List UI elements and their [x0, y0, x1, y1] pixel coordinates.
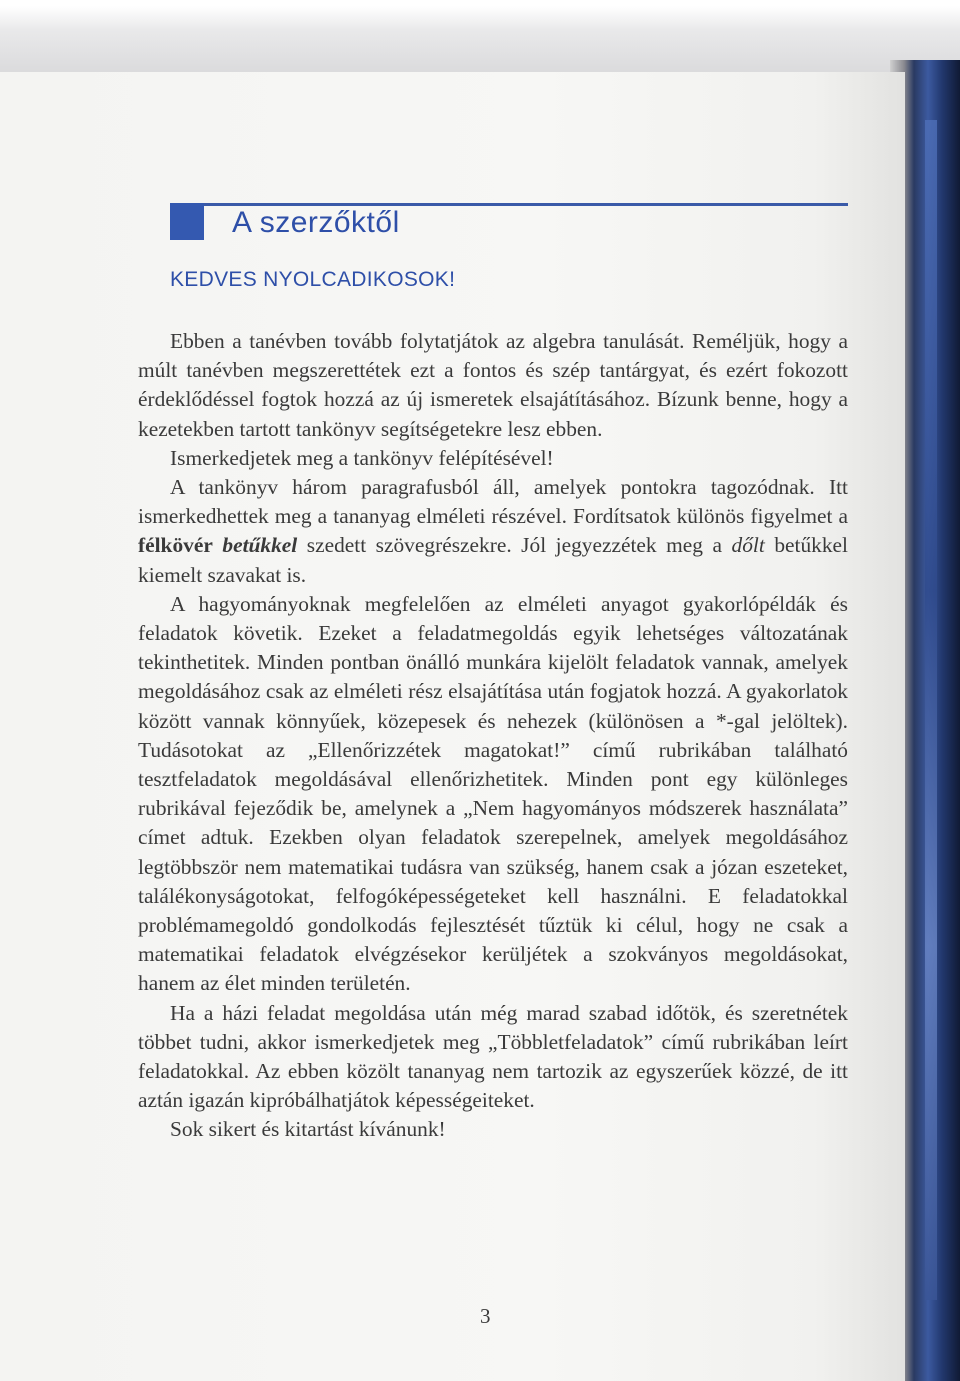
text-run: betűkkel kiemelt szavakat is.: [138, 533, 848, 587]
bold-italic-word: betűkkel: [222, 533, 298, 558]
paragraph-intro: Ebben a tanévben tovább folytatjátok az algebra tanulását. Reméljük, hogy a múlt tanévben megszerettétek ezt a fontos és szép tantárgyat, és ezért fokozott érdeklődéssel fogtok hozzá az új ismeretek elsajátításához. Bízunk benne, hogy a kezetekben tartott tankönyv segítségetekre lesz ebben.: [138, 329, 848, 441]
text-run: A tankönyv három paragrafusból áll, amelyek pontokra tagozódnak. Itt ismerkedhettek meg a tananyag elméleti részével. Fordítsatok különös figyelmet a: [138, 475, 848, 529]
book-cover-stripe: [925, 120, 937, 1300]
paragraph-structure-call: Ismerkedjetek meg a tankönyv felépítésével!: [170, 445, 554, 470]
paragraph-exercises: A hagyományoknak megfelelően az elméleti anyagot gyakorlópéldák és feladatok követik. Ezeket a feladatmegoldás egyik lehetséges változatának tekinthetitek. Minden pontban önálló munkára kijelölt feladatok vannak, amelyek megoldásához csak az elméleti rész elsajátítása után fogjatok hozzá. A gyakorlatok között vannak könnyűek, közepesek és nehezek (különösen a *-gal jelöltek). Tudásotokat az „Ellenőrizzétek magatokat!” című rubrikában található tesztfeladatok megoldásával ellenőrizhetitek. Minden pont egy különleges rubrikával fejeződik be, amelynek a „Nem hagyományos módszerek használata” címet adtuk. Ezekben olyan feladatok szerepelnek, amelyek megoldásához legtöbbször nem matematikai tudásra van szükség, hanem csak a józan eszeteket, találékonyságotokat, felfogóképességeteket kell használni. E feladatokkal problémamegoldó gondolkodás fejlesztését tűztük ki célul, hogy ne csak a matematikai feladatok elvégzésekor kerüljétek a szokványos megoldásokat, hanem az élet minden területén.: [138, 591, 848, 996]
paragraph-extra-tasks: Ha a házi feladat megoldása után még marad szabad időtök, és szeretnétek többet tudni, akkor ismerkedjetek meg „Többletfeladatok” című rubrikában leírt feladatokkal. Az ebben közölt tananyag nem tartozik az egyszerűek közzé, de itt aztán igazán kipróbálhatjátok képességeiteket.: [138, 1000, 848, 1113]
paragraph-book-structure: [138, 473, 848, 590]
page-title: A szerzőktől: [232, 206, 400, 239]
salutation: KEDVES NYOLCADIKOSOK!: [170, 268, 456, 291]
paragraph-closing: Sok sikert és kitartást kívánunk!: [170, 1117, 446, 1142]
text-run: szedett szövegrészekre. Jól jegyezzétek meg a: [297, 533, 732, 558]
foreword-text: [138, 327, 848, 1145]
italic-word: dőlt: [731, 533, 765, 558]
bold-word: félkövér: [138, 533, 213, 558]
heading-square-marker: [170, 203, 204, 240]
page-number: 3: [480, 1304, 491, 1328]
